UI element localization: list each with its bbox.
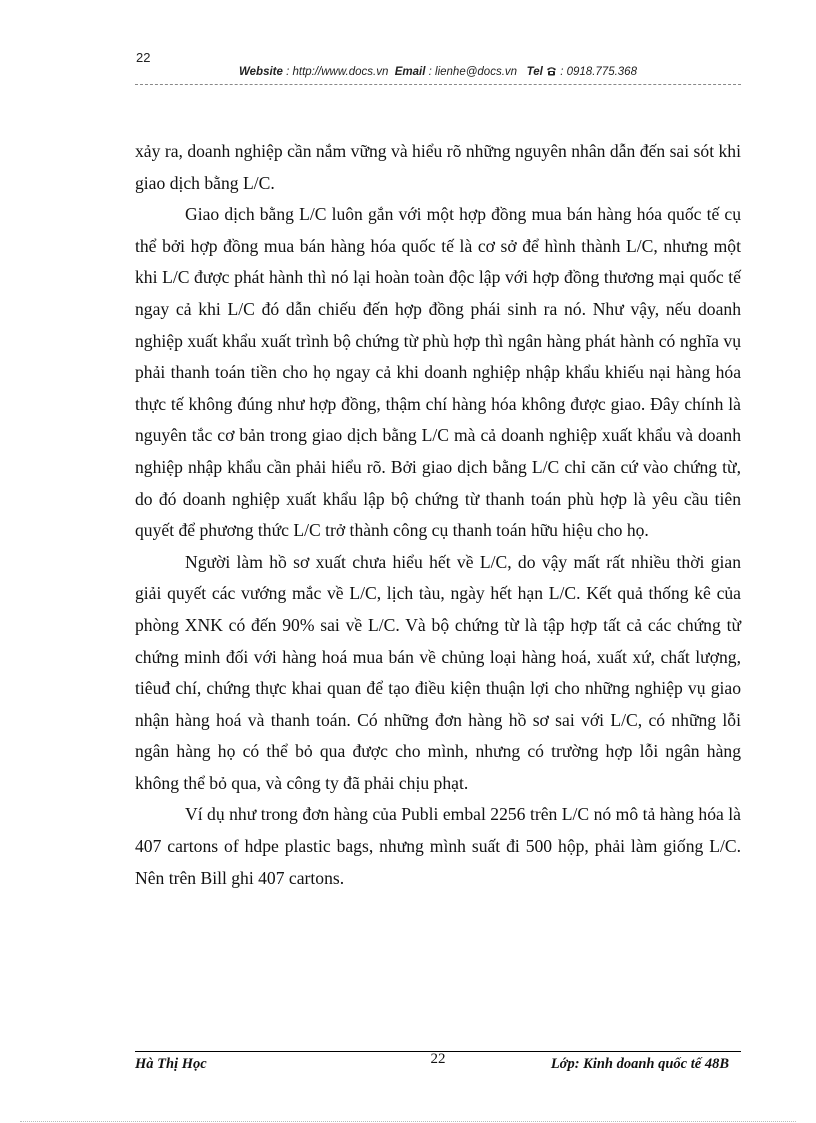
email-label: Email bbox=[394, 66, 426, 78]
paragraph: xảy ra, doanh nghiệp cần nắm vững và hiểu rõ những nguyên nhân dẫn đến sai sót khi giao dịch bằng L/C. bbox=[135, 141, 741, 193]
telephone-icon bbox=[546, 66, 560, 78]
paragraph: Người làm hồ sơ xuất chưa hiểu hết về L/C, do vậy mất rất nhiều thời gian giải quyết các vướng mắc về L/C, lịch tàu, ngày hết hạn L/C. Kết quả thống kê của phòng XNK có đến 90% sai về L/C. Và bộ chứng từ là tập hợp tất cả các chứng từ chứng minh đối với hàng hoá mua bán về chủng loại hàng hoá, xuất xứ, chất lượng, tiêuđ chí, chứng thực khai quan để tạo điều kiện thuận lợi cho những nghiệp vụ giao nhận hàng hoá và thanh toán. Có những đơn hàng hồ sơ sai với L/C, có những lỗi ngân hàng họ có thể bỏ qua được cho mình, nhưng có trường hợp lỗi ngân hàng không thể bỏ qua, và công ty đã phải chịu phạt. bbox=[135, 551, 741, 793]
paragraph: Ví dụ như trong đơn hàng của Publi embal 2256 trên L/C nó mô tả hàng hóa là 407 cartons of hdpe plastic bags, nhưng mình suất đi 500 hộp, phải làm giống L/C. Nên trên Bill ghi 407 cartons. bbox=[135, 804, 741, 888]
body-text bbox=[135, 136, 741, 894]
website-label: Website bbox=[239, 66, 283, 78]
paragraph: Giao dịch bằng L/C luôn gắn với một hợp đồng mua bán hàng hóa quốc tế cụ thể bởi hợp đồng mua bán hàng hóa quốc tế là cơ sở để hình thành L/C, nhưng một khi L/C được phát hành thì nó lại hoàn toàn độc lập với hợp đồng thương mại quốc tế ngay cả khi L/C đó dẫn chiếu đến hợp đồng phái sinh ra nó. Như vậy, nếu doanh nghiệp xuất khẩu xuất trình bộ chứng từ phù hợp thì ngân hàng phát hành có nghĩa vụ phải thanh toán tiền cho họ ngay cả khi doanh nghiệp nhập khẩu khiếu nại hàng hóa thực tế không đúng như hợp đồng, thậm chí hàng hóa không được giao. Đây chính là nguyên tắc cơ bản trong giao dịch bằng L/C mà cả doanh nghiệp xuất khẩu và doanh nghiệp nhập khẩu cần phải hiểu rõ. Bởi giao dịch bằng L/C chỉ căn cứ vào chứng từ, do đó doanh nghiệp xuất khẩu lập bộ chứng từ thanh toán phù hợp là yêu cầu tiên quyết để phương thức L/C trở thành công cụ thanh toán hữu hiệu cho họ. bbox=[135, 204, 741, 541]
footer-class-label: Lớp: Kinh doanh quốc tế 48B bbox=[550, 1056, 729, 1072]
email-value[interactable]: : lienhe@docs.vn bbox=[428, 66, 518, 78]
tel-value: : 0918.775.368 bbox=[560, 66, 637, 78]
website-value[interactable]: : http://www.docs.vn bbox=[286, 66, 389, 78]
tel-label: Tel bbox=[526, 66, 543, 78]
page-footer bbox=[135, 1051, 741, 1076]
footer-author: Hà Thị Học bbox=[135, 1056, 207, 1072]
top-page-number: 22 bbox=[136, 50, 151, 65]
running-header bbox=[135, 66, 741, 78]
page-bottom-edge bbox=[20, 1121, 796, 1122]
footer-page-number: 22 bbox=[430, 1051, 446, 1067]
header-divider bbox=[135, 84, 741, 85]
